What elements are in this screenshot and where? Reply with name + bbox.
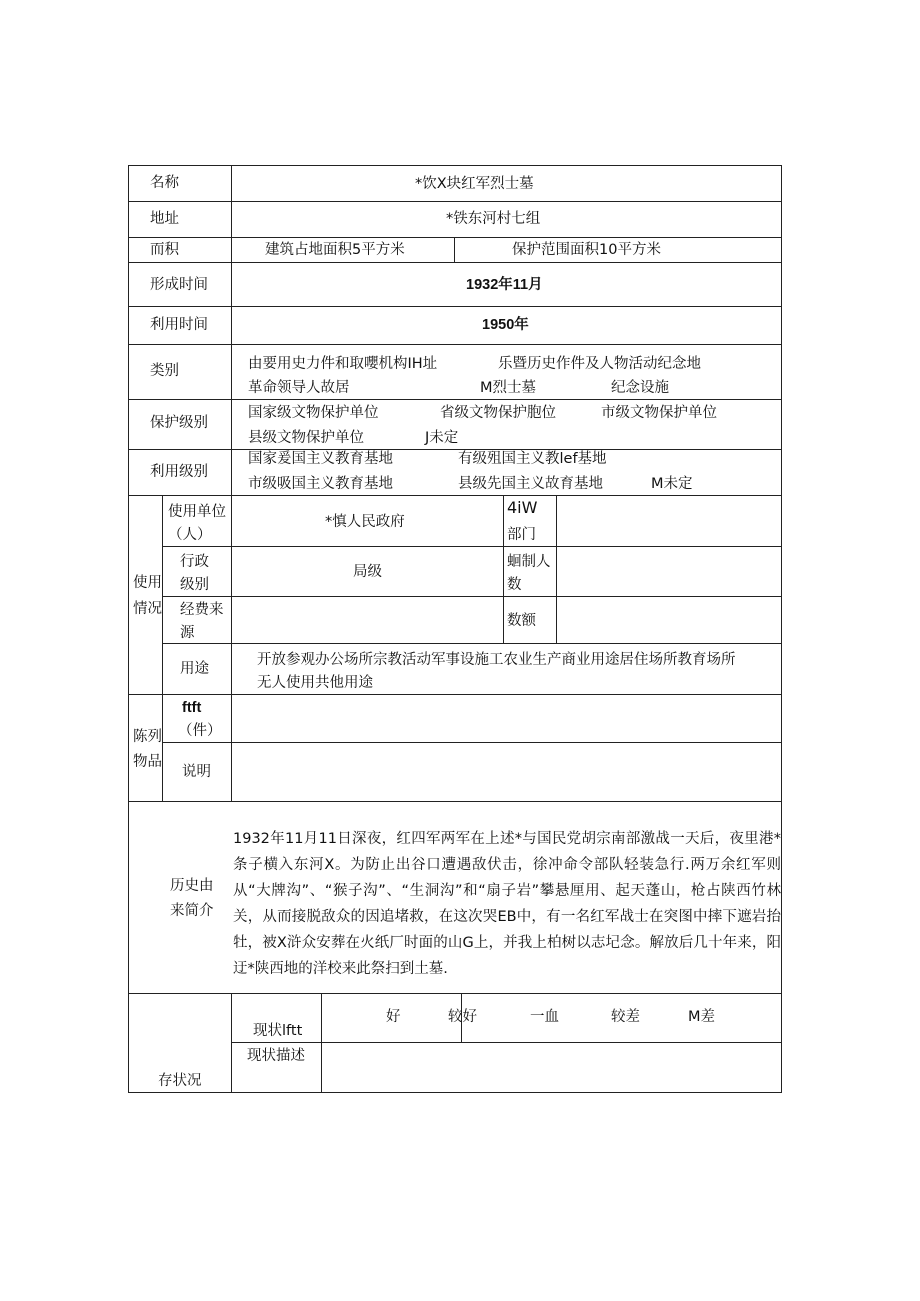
value-admin-level: 局级 <box>353 564 382 580</box>
row-line <box>128 495 782 496</box>
table-border-right <box>781 165 782 1092</box>
label-name: 名称 <box>150 175 179 191</box>
label-unit-a: 使用单位 <box>168 504 226 520</box>
label-use-level: 利用级别 <box>150 464 208 480</box>
label-exhibit-b: 物品 <box>133 754 162 770</box>
col-divider-usage <box>231 495 232 801</box>
label-desc: 说明 <box>182 764 211 780</box>
row-line <box>128 306 782 307</box>
option-normal: 一血 <box>530 1009 559 1025</box>
option-cat-4: M烈士墓 <box>480 380 537 396</box>
option-cat-2: 乐暨历史作件及人物活动纪念地 <box>498 356 701 372</box>
label-preservation: 存状况 <box>158 1073 202 1089</box>
row-line <box>128 399 782 400</box>
option-good: 好 <box>386 1009 401 1025</box>
label-address: 地址 <box>150 211 179 227</box>
col-divider <box>231 165 232 495</box>
row-line <box>128 237 782 238</box>
subcol-divider <box>162 495 163 801</box>
option-prot-2: 省级文物保护胞位 <box>440 405 556 421</box>
row-line <box>162 546 782 547</box>
label-exhibit-a: 陈列 <box>133 729 162 745</box>
label-status-desc: 现状描述 <box>247 1048 305 1064</box>
option-lvl-1: 国家爰国主义教育基地 <box>248 451 393 467</box>
label-purpose: 用途 <box>180 661 209 677</box>
row-line <box>128 449 782 450</box>
label-dept-a: 4iW <box>507 498 538 517</box>
option-purpose-1: 开放参观办公场所宗教活动军事设施工农业生产商业用途居住场所教育场所 <box>257 652 736 668</box>
option-cat-3: 革命领导人故居 <box>248 380 350 396</box>
option-poor: 较差 <box>611 1009 640 1025</box>
row-line <box>128 694 782 695</box>
option-lvl-5: M未定 <box>651 476 693 492</box>
label-dept-b: 部门 <box>507 527 536 543</box>
option-lvl-3: 市级吸国主义教育基地 <box>248 476 393 492</box>
row-line <box>128 801 782 802</box>
label-funding-b: 源 <box>180 625 195 641</box>
option-lvl-4: 县级先国主义故育基地 <box>458 476 603 492</box>
row-line <box>162 596 782 597</box>
label-usage-b: 情况 <box>133 601 162 617</box>
label-unit-b: （人） <box>168 527 212 543</box>
label-admin-a: 行政 <box>180 554 209 570</box>
label-count-a: ftft <box>182 700 202 716</box>
row-line <box>128 165 782 166</box>
label-formed: 形成时间 <box>150 277 208 293</box>
label-category: 类别 <box>150 363 179 379</box>
label-count-b: （件） <box>178 723 222 739</box>
row-line <box>128 344 782 345</box>
option-prot-1: 国家级文物保护单位 <box>248 405 379 421</box>
label-area: 而积 <box>150 242 179 258</box>
value-unit: *慎人民政府 <box>325 514 405 530</box>
value-formed: 1932年11月 <box>466 277 543 293</box>
label-history-a: 历史由 <box>170 878 214 894</box>
row-line <box>231 1042 782 1043</box>
row-line <box>128 201 782 202</box>
label-amount: 数额 <box>507 613 536 629</box>
label-usage-a: 使用 <box>133 575 162 591</box>
option-bad: M差 <box>688 1009 716 1025</box>
history-text: 1932年11月11日深夜，红四军两军在上述*与国民党胡宗南部激战一天后，夜里港*条子横入东河X。为防止出谷口遭遇敌伏击，徐冲命令部队轻装急行.两万余红军则从“大牌沟”、“猴子沟”、“生洞沟”和“扇子岩”攀悬厘用、起天蓬山，枪占陕西竹林关，从而接脱敌众的因追堵救，在这次哭EB中，有一名红军战士在突图中摔下遮岩抬牡，被X浒众安葬在火纸厂时面的山G上，并我上柏树以志圮念。解放后几十年来，阳迂*陕西地的洋校来此祭扫到土墓. <box>233 831 781 977</box>
option-lvl-2: 有级殂国主义教lef基地 <box>458 451 607 467</box>
label-admin-b: 级别 <box>180 577 209 593</box>
row-line <box>128 993 782 994</box>
row-line <box>128 1092 782 1093</box>
option-prot-4: 县级文物保护单位 <box>248 430 364 446</box>
option-cat-1: 由要用史力件和取嚶机构IH址 <box>248 356 438 372</box>
option-cat-5: 纪念设施 <box>611 380 669 396</box>
row-line <box>128 262 782 263</box>
value-name: *饮X块红军烈士墓 <box>415 176 534 192</box>
option-prot-3: 市级文物保护单位 <box>601 405 717 421</box>
usage-right-divider <box>556 495 557 643</box>
row-line <box>162 742 782 743</box>
value-protect-area: 保护范围面积10平方米 <box>512 242 661 258</box>
value-used-time: 1950年 <box>482 317 529 333</box>
label-staff-a: 蛔制人 <box>507 554 551 570</box>
option-prot-5: J未定 <box>425 430 459 446</box>
label-history-b: 来简介 <box>170 903 214 919</box>
label-funding-a: 经费来 <box>180 602 224 618</box>
value-building-area: 建筑占地面积5平方米 <box>265 242 405 258</box>
label-status: 现状lftt <box>253 1023 303 1039</box>
option-purpose-2: 无人使用共他用途 <box>257 675 373 691</box>
label-staff-b: 数 <box>507 577 522 593</box>
option-fair-good: 较好 <box>448 1009 477 1025</box>
value-address: *铁东河村七组 <box>446 211 541 227</box>
area-divider <box>454 237 455 262</box>
usage-mid-divider <box>503 495 504 643</box>
label-protection: 保护级别 <box>150 415 208 431</box>
label-used-time: 利用时间 <box>150 317 208 333</box>
table-border-left <box>128 165 129 1092</box>
row-line <box>162 643 782 644</box>
